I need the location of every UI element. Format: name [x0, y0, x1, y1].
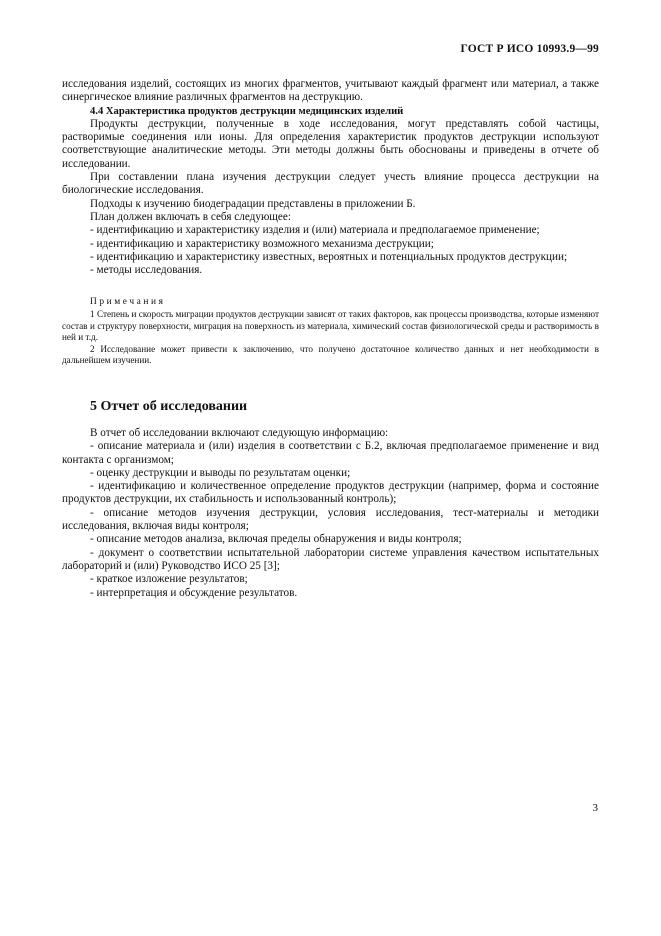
paragraph: При составлении плана изучения деструкции следует учесть влияние процесса деструкции на биологические исследования.: [62, 171, 599, 197]
notes: [62, 296, 599, 366]
paragraph: План должен включать в себя следующее:: [90, 210, 291, 223]
list-item: - идентификацию и характеристику изделия и (или) материала и предполагаемое применение;: [90, 224, 540, 237]
list-item: - оценку деструкции и выводы по результатам оценки;: [90, 466, 351, 479]
list-item: - документ о соответствии испытательной лаборатории системе управления качеством испытательных лабораторий и (или) Руководство ИСО 25 [3];: [62, 546, 599, 572]
note-item: 1 Степень и скорость миграции продуктов деструкции зависят от таких факторов, как процессы производства, которые изменяют состав и структуру поверхности, миграция на поверхность из материала, химический состав физиологической среды и растворимость в ней и т.д.: [62, 309, 599, 343]
continuation-paragraph: исследования изделий, состоящих из многих фрагментов, учитывают каждый фрагмент или материал, а также синергическое влияние различных фрагментов на деструкцию.: [62, 78, 599, 104]
list-item: - описание методов изучения деструкции, условия исследования, тест-материалы и методики исследования, включая виды контроля;: [62, 506, 599, 533]
document-header: ГОСТ Р ИСО 10993.9—99: [460, 43, 599, 55]
list-item: - методы исследования.: [90, 264, 203, 277]
list-item: - идентификацию и характеристику известных, вероятных и потенциальных продуктов деструкции;: [90, 250, 568, 263]
list-item: - описание материала и (или) изделия в соответствии с Б.2, включая предполагаемое применение и вид контакта с организмом;: [62, 440, 599, 466]
section-4-text: [62, 78, 599, 277]
section-5-text: [62, 427, 599, 600]
paragraph: Продукты деструкции, полученные в ходе исследования, могут представлять собой частицы, растворимые соединения или ионы. Для определения характеристик продуктов деструкции используют соответствующие аналитические методы. Эти методы должны быть обоснованы и приведены в отчете об исследовании.: [62, 117, 599, 170]
list-item: - идентификацию и характеристику возможного механизма деструкции;: [90, 237, 434, 250]
list-item: - идентификацию и количественное определение продуктов деструкции (например, форма и состояние продуктов деструкции, их стабильность и использованный контроль);: [62, 480, 599, 506]
page-number: 3: [592, 802, 598, 814]
paragraph: Подходы к изучению биодеградации представлены в приложении Б.: [90, 197, 416, 210]
subsection-title: 4.4 Характеристика продуктов деструкции медицинских изделий: [90, 105, 404, 117]
note-item: 2 Исследование может привести к заключению, что получено достаточное количество данных и нет необходимости в дальнейшем изучении.: [62, 343, 599, 365]
section-intro: В отчет об исследовании включают следующую информацию:: [90, 427, 389, 439]
list-item: - краткое изложение результатов;: [90, 573, 248, 586]
list-item: - интерпретация и обсуждение результатов.: [90, 586, 298, 599]
list-item: - описание методов анализа, включая пределы обнаружения и виды контроля;: [90, 533, 462, 546]
notes-title: Примечания: [90, 297, 166, 307]
section-heading: 5 Отчет об исследовании: [90, 399, 248, 414]
